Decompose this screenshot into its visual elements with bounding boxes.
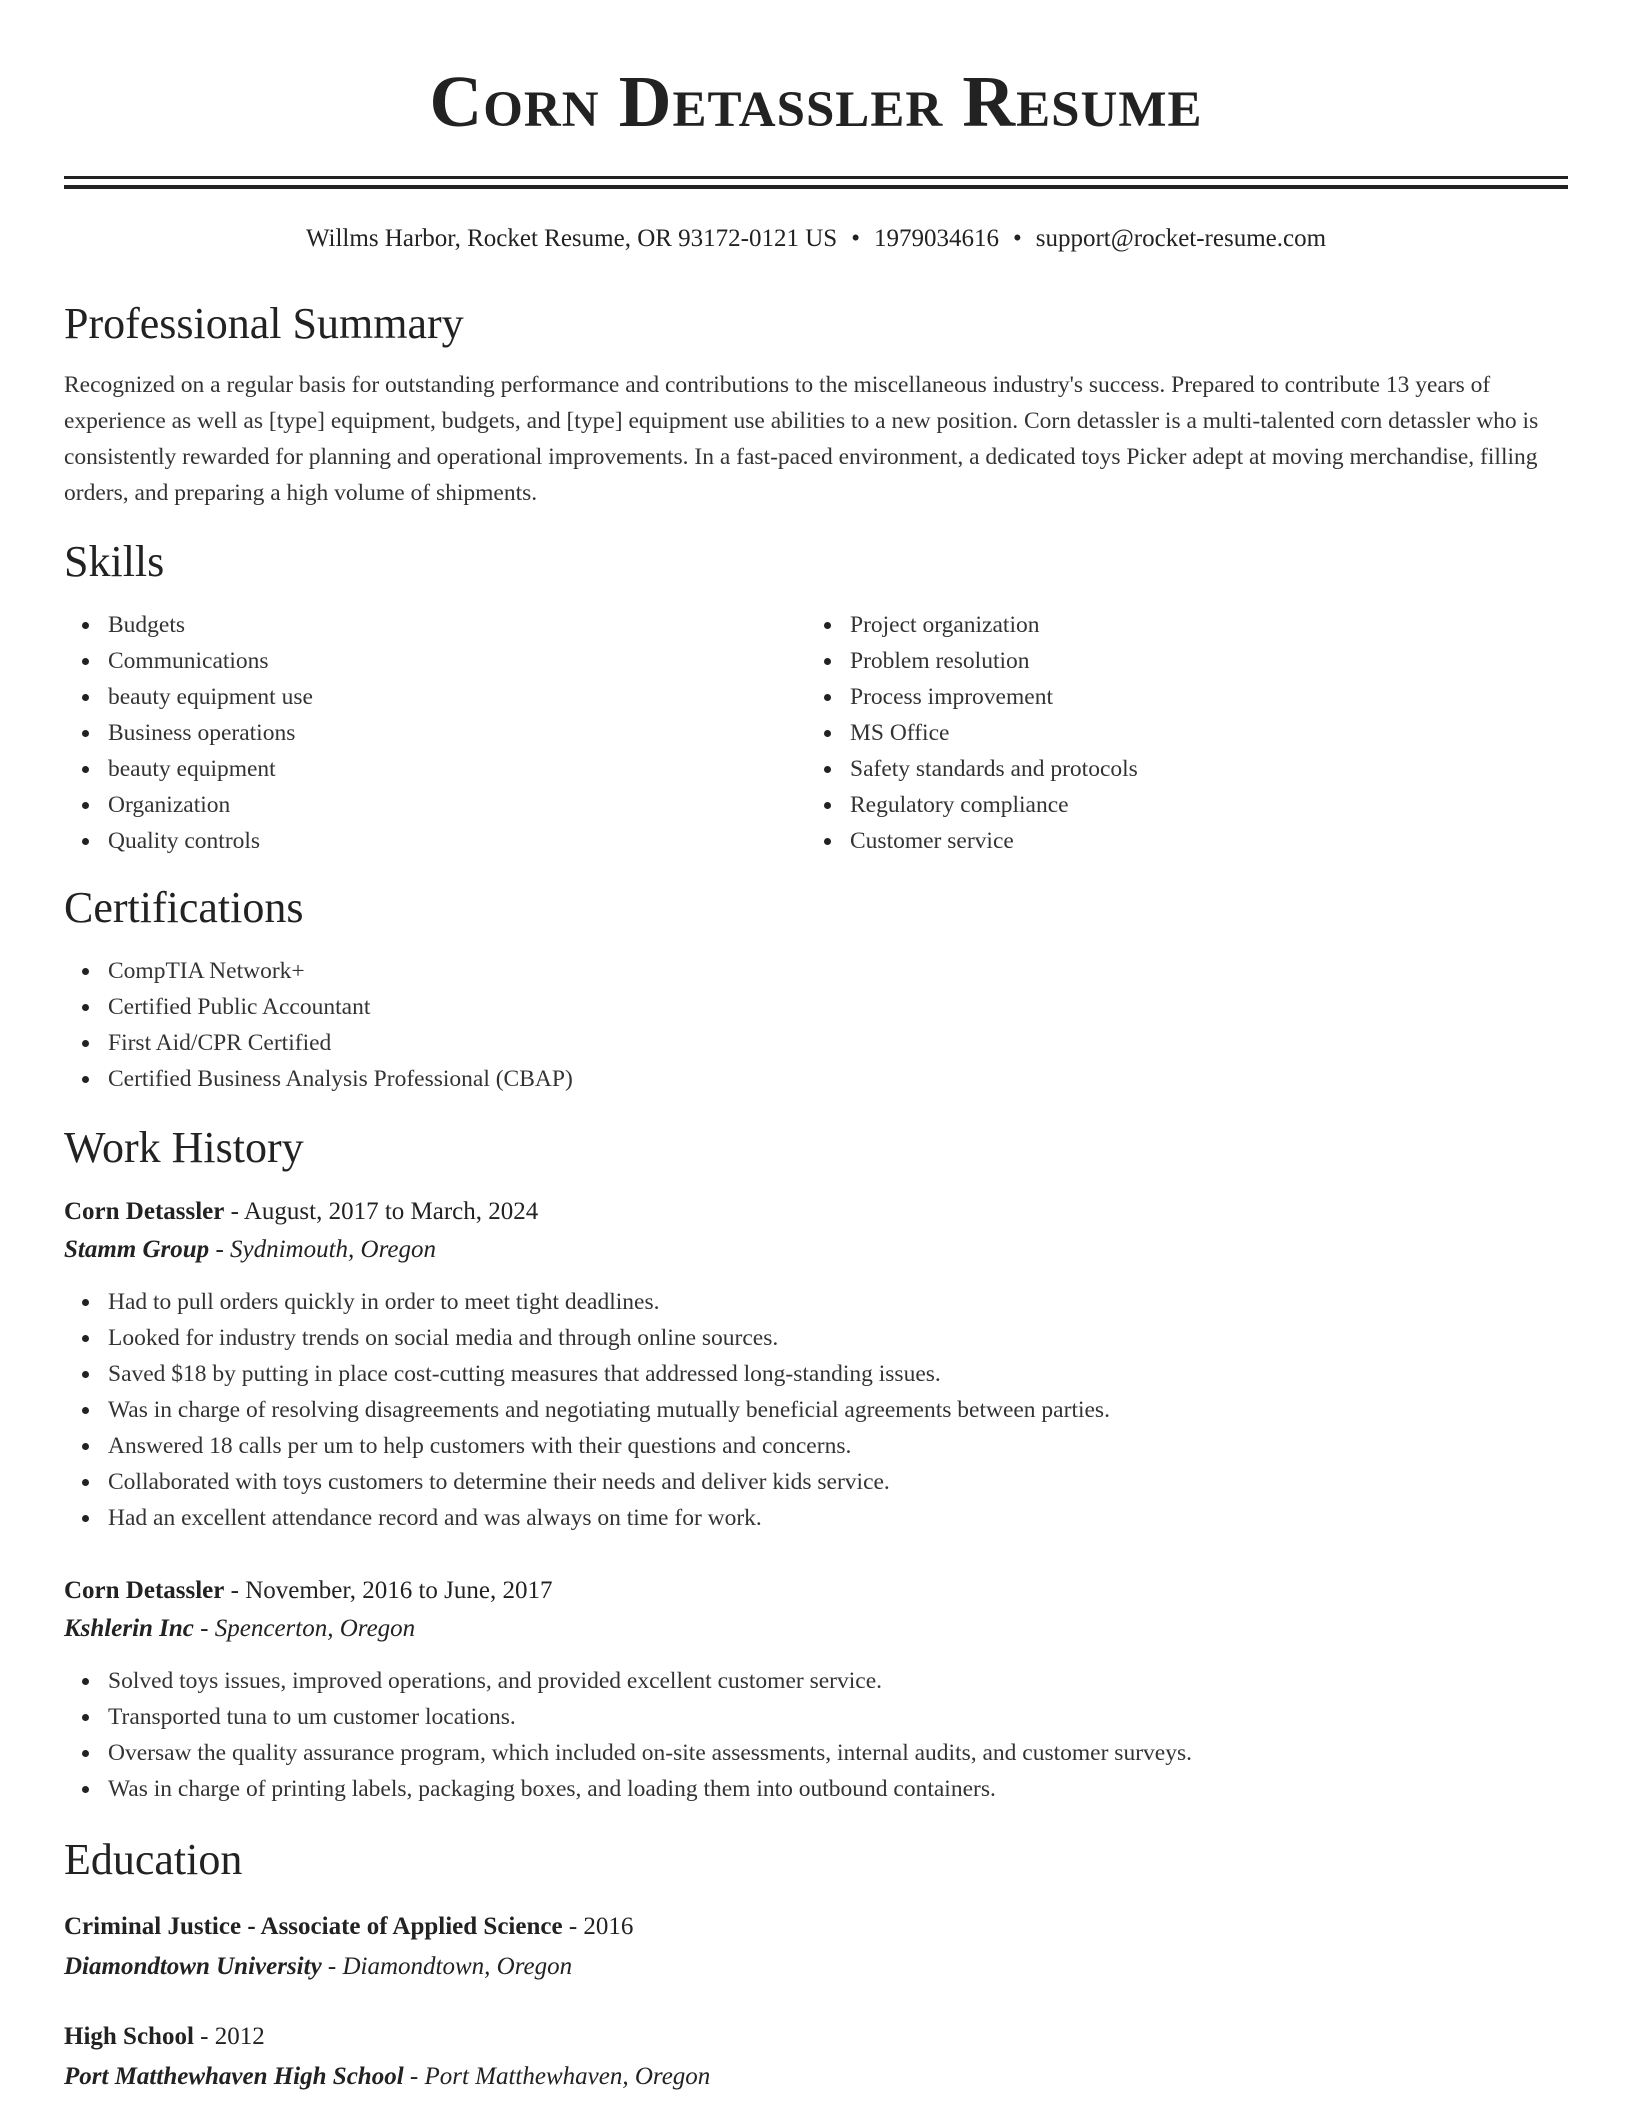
education-school-line — [64, 1947, 1568, 1987]
contact-phone: 1979034616 — [873, 225, 999, 252]
education-degree-line — [64, 2017, 1568, 2057]
skill-item: Regulatory compliance — [850, 787, 1548, 823]
certification-item: Certified Business Analysis Professional (CBAP) — [108, 1061, 1568, 1097]
resume-page — [64, 0, 1568, 2097]
skill-item: Process improvement — [850, 679, 1548, 715]
contact-email: support@rocket-resume.com — [1035, 225, 1327, 252]
skill-item: Budgets — [108, 607, 806, 643]
certification-item: CompTIA Network+ — [108, 953, 1568, 989]
skill-item: Safety standards and protocols — [850, 751, 1548, 787]
job-entry — [64, 1572, 1568, 1807]
job-duty: Looked for industry trends on social media and through online sources. — [108, 1320, 1568, 1356]
certification-item: Certified Public Accountant — [108, 989, 1568, 1025]
title-rule-top — [64, 176, 1568, 179]
job-duties-list — [64, 1284, 1568, 1536]
job-dates: - August, 2017 to March, 2024 — [224, 1198, 539, 1225]
summary-heading: Professional Summary — [64, 299, 464, 348]
job-title: Corn Detassler — [64, 1198, 225, 1225]
skills-columns — [64, 607, 1568, 859]
job-duty: Had to pull orders quickly in order to meet tight deadlines. — [108, 1284, 1568, 1320]
job-title-line — [64, 1193, 1568, 1231]
education-school: Port Matthewhaven High School — [64, 2063, 404, 2090]
skills-left-list — [64, 607, 806, 859]
skill-item: Problem resolution — [850, 643, 1548, 679]
skill-item: Customer service — [850, 823, 1548, 859]
skills-right-list — [806, 607, 1548, 859]
job-location: - Spencerton, Oregon — [193, 1615, 416, 1642]
education-degree-line — [64, 1907, 1568, 1947]
skill-item: Business operations — [108, 715, 806, 751]
contact-address: Willms Harbor, Rocket Resume, OR 93172-0121 US — [305, 225, 838, 252]
certification-item: First Aid/CPR Certified — [108, 1025, 1568, 1061]
certifications-heading: Certifications — [64, 883, 304, 932]
education-location: - Diamondtown, Oregon — [321, 1953, 573, 1980]
skill-item: Communications — [108, 643, 806, 679]
skill-item: Quality controls — [108, 823, 806, 859]
education-year: - 2016 — [562, 1913, 634, 1940]
contact-separator: • — [851, 225, 860, 252]
education-location: - Port Matthewhaven, Oregon — [403, 2063, 711, 2090]
education-year: - 2012 — [193, 2023, 265, 2050]
title-rule-bottom — [64, 185, 1568, 189]
job-duty: Transported tuna to um customer locations. — [108, 1699, 1568, 1735]
job-title-line — [64, 1572, 1568, 1610]
job-duty: Saved $18 by putting in place cost-cutting measures that addressed long-standing issues. — [108, 1356, 1568, 1392]
skill-item: MS Office — [850, 715, 1548, 751]
job-location: - Sydnimouth, Oregon — [209, 1236, 437, 1263]
job-duty: Collaborated with toys customers to determine their needs and deliver kids service. — [108, 1464, 1568, 1500]
education-degree: High School — [64, 2023, 194, 2050]
job-duty: Was in charge of printing labels, packaging boxes, and loading them into outbound containers. — [108, 1771, 1568, 1807]
skill-item: Organization — [108, 787, 806, 823]
certifications-list — [64, 953, 1568, 1097]
job-entry — [64, 1193, 1568, 1536]
education-entry — [64, 2017, 1568, 2097]
education-school: Diamondtown University — [64, 1953, 322, 1980]
job-duty: Was in charge of resolving disagreements and negotiating mutually beneficial agreements between parties. — [108, 1392, 1568, 1428]
skill-item: Project organization — [850, 607, 1548, 643]
contact-separator: • — [1012, 225, 1022, 252]
skill-item: beauty equipment use — [108, 679, 806, 715]
education-school-line — [64, 2057, 1568, 2097]
resume-title: Corn Detassler Resume — [429, 61, 1203, 142]
job-company-line — [64, 1231, 1568, 1269]
job-duty: Had an excellent attendance record and was always on time for work. — [108, 1500, 1568, 1536]
education-entry — [64, 1907, 1568, 1987]
job-duty: Oversaw the quality assurance program, which included on-site assessments, internal audits, and customer surveys. — [108, 1735, 1568, 1771]
education-heading: Education — [64, 1835, 243, 1884]
job-company-line — [64, 1610, 1568, 1648]
job-company: Stamm Group — [64, 1236, 210, 1263]
job-company: Kshlerin Inc — [64, 1615, 194, 1642]
education-degree: Criminal Justice - Associate of Applied Science — [64, 1913, 563, 1940]
job-duty: Answered 18 calls per um to help customers with their questions and concerns. — [108, 1428, 1568, 1464]
skill-item: beauty equipment — [108, 751, 806, 787]
skills-heading: Skills — [64, 537, 165, 586]
job-duties-list — [64, 1663, 1568, 1807]
contact-line — [64, 223, 1568, 255]
summary-text: Recognized on a regular basis for outstanding performance and contributions to the miscellaneous industry's success. Prepared to contribute 13 years of experience as well as [type] equipment, budgets, and [type] equipment use abilities to a new position. Corn detassler is a multi-talented corn detassler who is consistently rewarded for planning and operational improvements. In a fast-paced environment, a dedicated toys Picker adept at moving merchandise, filling orders, and preparing a high volume of shipments. — [64, 372, 1539, 506]
job-dates: - November, 2016 to June, 2017 — [224, 1577, 553, 1604]
job-duty: Solved toys issues, improved operations, and provided excellent customer service. — [108, 1663, 1568, 1699]
work-history-heading: Work History — [64, 1123, 304, 1172]
job-title: Corn Detassler — [64, 1577, 225, 1604]
